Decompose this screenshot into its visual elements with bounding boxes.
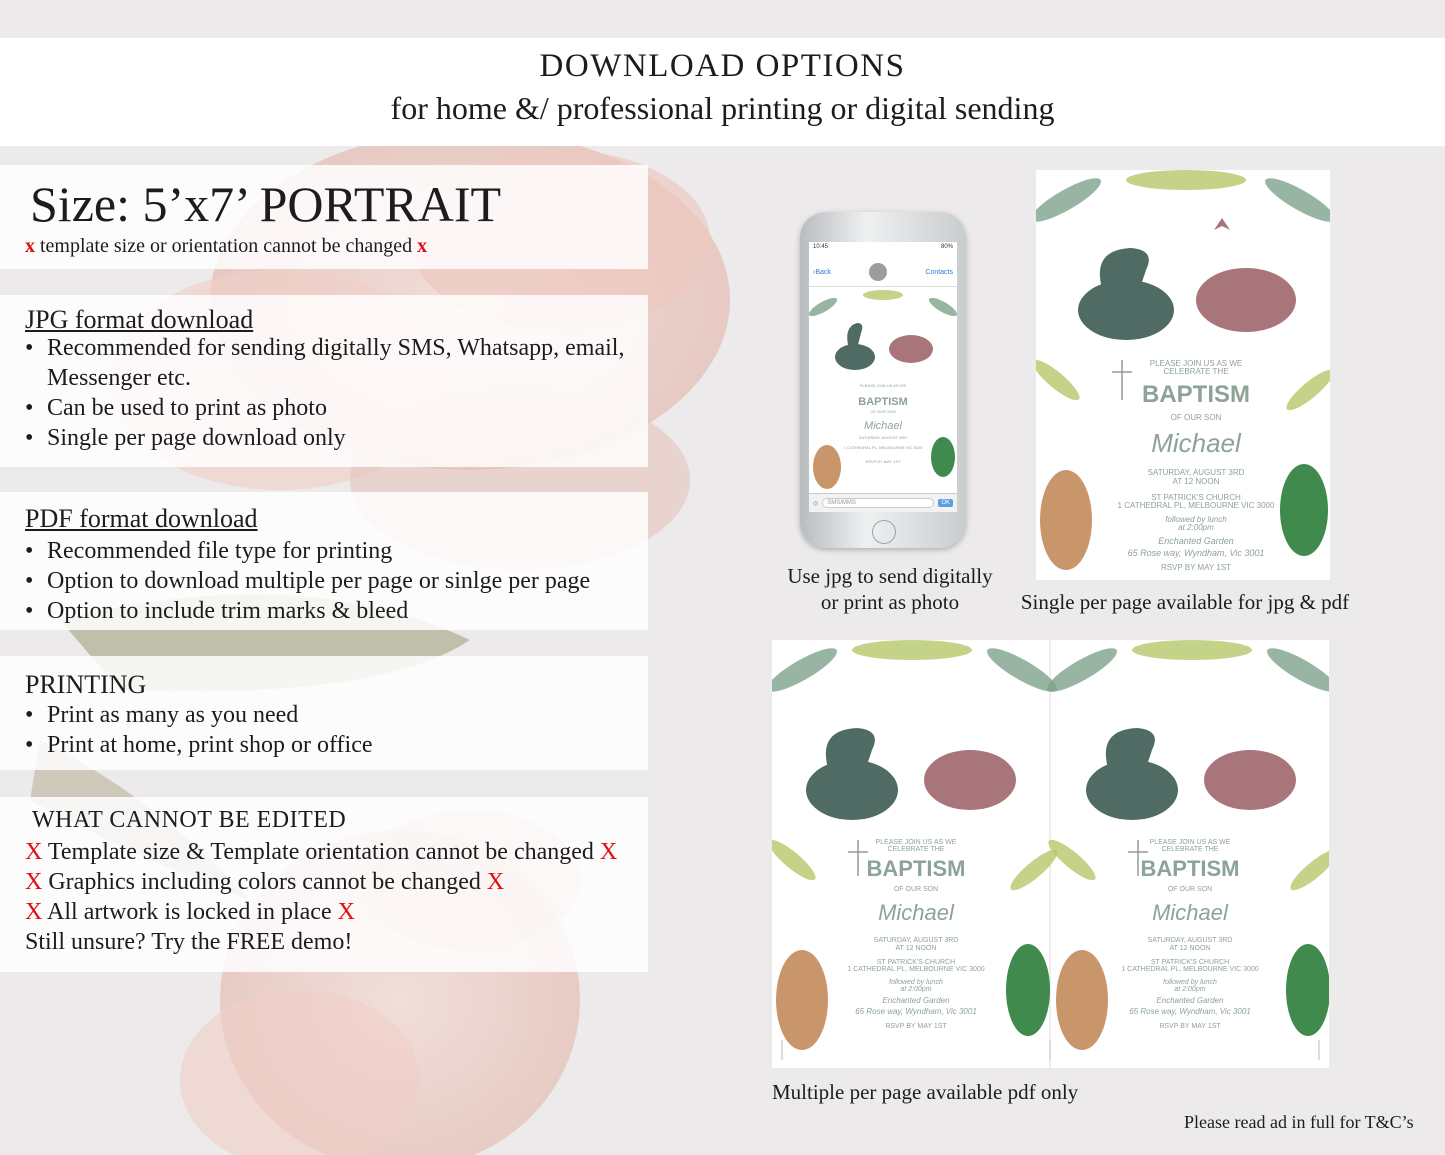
invite-venue: ST PATRICK'S CHURCH xyxy=(1150,959,1230,966)
edit-restrictions-panel xyxy=(0,797,648,972)
invite-address: 1 CATHEDRAL PL, MELBOURNE VIC 3000 xyxy=(843,445,923,450)
header-subtitle: for home &/ professional printing or digital sending xyxy=(390,90,1055,126)
phone-caption: Use jpg to send digitally or print as photo xyxy=(787,564,993,614)
home-button xyxy=(872,520,896,544)
multiple-caption: Multiple per page available pdf only xyxy=(772,1080,1079,1104)
invite-reception: Enchanted Garden xyxy=(882,996,950,1005)
invite-rsvp: RSVP BY MAY 1ST xyxy=(1159,1023,1221,1030)
invite-intro: PLEASE JOIN US AS WE xyxy=(859,383,907,388)
list-item: X Graphics including colors cannot be changed X xyxy=(25,869,505,895)
invite-followed-2: at 2:00pm xyxy=(1178,523,1214,532)
list-item: • Recommended for sending digitally SMS, Whatsapp, email, xyxy=(25,335,625,361)
printing-heading: PRINTING xyxy=(25,670,147,699)
invite-time: AT 12 NOON xyxy=(895,945,937,952)
invite-followed-2: at 2:00pm xyxy=(900,986,932,993)
list-item: • Option to include trim marks & bleed xyxy=(25,598,409,624)
contacts-link[interactable]: Contacts xyxy=(925,268,953,276)
invite-name: Michael xyxy=(878,900,954,925)
phone-mockup xyxy=(800,212,966,548)
size-title: Size: 5’x7’ PORTRAIT xyxy=(30,176,502,232)
invite-followed-1: followed by lunch xyxy=(889,979,943,986)
list-item: • Option to download multiple per page or sinlge per page xyxy=(25,568,591,594)
invite-intro-2: CELEBRATE THE xyxy=(887,846,945,853)
invite-date: SATURDAY, AUGUST 3RD xyxy=(1147,937,1233,944)
edit-heading: WHAT CANNOT BE EDITED xyxy=(32,807,347,833)
invite-rsvp: RSVP BY MAY 1ST xyxy=(885,1023,947,1030)
invite-reception-address: 65 Rose way, Wyndham, Vic 3001 xyxy=(1129,1007,1251,1016)
invite-name: Michael xyxy=(1152,900,1228,925)
pdf-heading: PDF format download xyxy=(25,504,258,533)
invite-address: 1 CATHEDRAL PL, MELBOURNE VIC 3000 xyxy=(1117,501,1275,510)
invite-followed-1: followed by lunch xyxy=(1163,979,1217,986)
invite-venue: ST PATRICK'S CHURCH xyxy=(1151,493,1241,502)
invite-of-our: OF OUR SON xyxy=(893,886,939,893)
avatar-icon xyxy=(869,263,887,281)
invite-address: 1 CATHEDRAL PL, MELBOURNE VIC 3000 xyxy=(847,966,985,973)
x-mark: x xyxy=(25,235,35,257)
invite-followed-2: at 2:00pm xyxy=(1174,986,1206,993)
invite-address: 1 CATHEDRAL PL, MELBOURNE VIC 3000 xyxy=(1121,966,1259,973)
list-item: • Recommended file type for printing xyxy=(25,538,393,564)
single-caption: Single per page available for jpg & pdf xyxy=(1020,590,1350,614)
list-item: • Single per page download only xyxy=(25,425,346,451)
send-ok-button[interactable]: OK xyxy=(938,499,953,507)
invite-intro-1: PLEASE JOIN US AS WE xyxy=(875,839,957,846)
invite-intro-1: PLEASE JOIN US AS WE xyxy=(1149,839,1231,846)
jpg-heading: JPG format download xyxy=(25,305,254,334)
invite-venue: ST PATRICK'S CHURCH xyxy=(876,959,956,966)
size-note-text: template size or orientation cannot be changed xyxy=(40,235,413,257)
invite-title: BAPTISM xyxy=(858,396,908,408)
list-item: Messenger etc. xyxy=(47,365,191,391)
multiple-invitation-preview xyxy=(772,640,1329,1068)
invite-of-our: OF OUR SON xyxy=(1170,413,1222,422)
invite-date: SATURDAY, AUGUST 3RD xyxy=(1147,468,1245,477)
camera-icon[interactable]: ◎ xyxy=(813,500,819,507)
list-item: • Print as many as you need xyxy=(25,702,299,728)
invite-reception-address: 65 Rose way, Wyndham, Vic 3001 xyxy=(855,1007,977,1016)
trim-marks xyxy=(782,1040,1319,1060)
invite-title: BAPTISM xyxy=(1140,856,1240,881)
invite-date: SATURDAY, AUGUST 3RD xyxy=(858,435,908,440)
size-panel xyxy=(0,165,648,269)
printing-panel xyxy=(0,656,648,770)
x-mark: x xyxy=(417,235,428,257)
invite-intro-2: CELEBRATE THE xyxy=(1161,846,1219,853)
invite-reception-address: 65 Rose way, Wyndham, Vic 3001 xyxy=(1127,548,1265,558)
invite-name: Michael xyxy=(1151,428,1241,458)
invite-title: BAPTISM xyxy=(1142,381,1250,408)
list-item: X All artwork is locked in place X xyxy=(25,899,355,925)
status-time: 10:45 xyxy=(813,244,829,250)
invite-time: AT 12 NOON xyxy=(1169,945,1211,952)
status-battery: 80% xyxy=(940,244,953,250)
invite-of-our: OF OUR SON xyxy=(870,409,896,414)
invite-title: BAPTISM xyxy=(866,856,966,881)
back-link[interactable]: ‹Back xyxy=(813,268,831,276)
message-input[interactable]: SMS/MMS xyxy=(822,498,934,508)
header-title: DOWNLOAD OPTIONS xyxy=(539,48,906,84)
jpg-panel xyxy=(0,295,648,467)
size-note xyxy=(25,235,427,258)
invite-reception: Enchanted Garden xyxy=(1158,536,1234,546)
single-invitation-preview xyxy=(1036,170,1330,580)
list-item: • Print at home, print shop or office xyxy=(25,732,373,758)
terms-note: Please read ad in full for T&C’s xyxy=(1184,1112,1414,1132)
invite-name: Michael xyxy=(864,420,902,432)
phone-screen xyxy=(809,242,957,512)
invite-reception: Enchanted Garden xyxy=(1156,996,1224,1005)
invite-time: AT 12 NOON xyxy=(1172,477,1220,486)
header-banner xyxy=(0,38,1445,146)
invite-of-our: OF OUR SON xyxy=(1167,886,1213,893)
invite-rsvp: RSVP BY MAY 1ST xyxy=(865,459,901,464)
pdf-panel xyxy=(0,492,648,630)
invite-date: SATURDAY, AUGUST 3RD xyxy=(873,937,959,944)
list-item: • Can be used to print as photo xyxy=(25,395,327,421)
phone-invitation-preview xyxy=(809,287,957,497)
invite-rsvp: RSVP BY MAY 1ST xyxy=(1160,563,1232,572)
invite-followed-1: followed by lunch xyxy=(1165,515,1227,524)
chevron-left-icon: ‹ xyxy=(813,268,816,276)
invite-intro-2: CELEBRATE THE xyxy=(1163,367,1229,376)
invite-intro-1: PLEASE JOIN US AS WE xyxy=(1149,359,1243,368)
edit-footer: Still unsure? Try the FREE demo! xyxy=(25,929,353,955)
list-item: X Template size & Template orientation cannot be changed X xyxy=(25,839,618,865)
